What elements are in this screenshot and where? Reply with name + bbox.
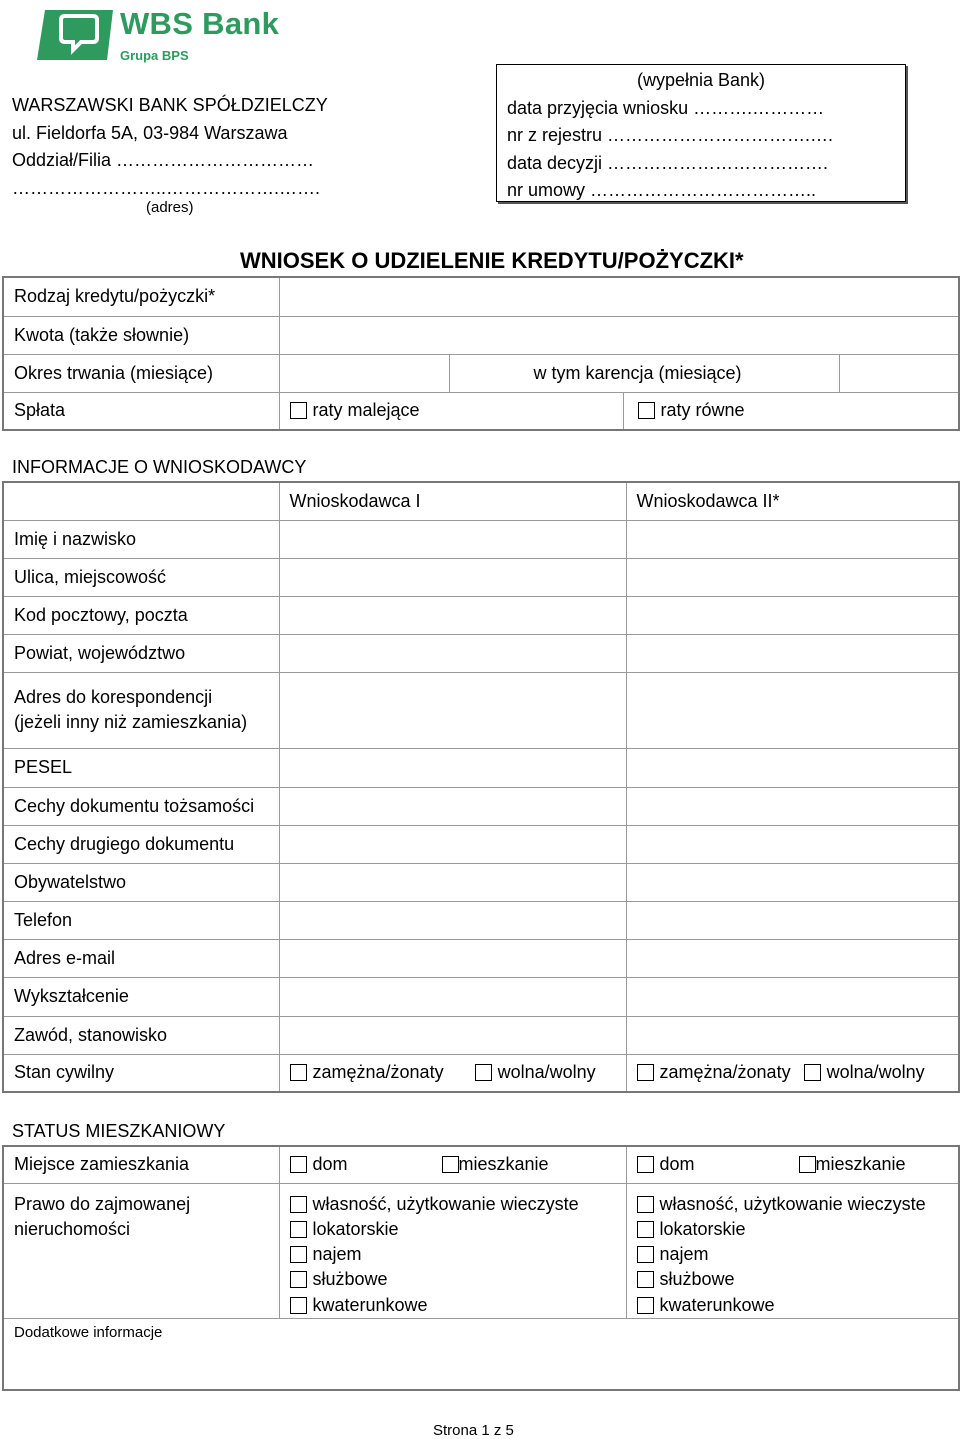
loan-amount-label: Kwota (także słownie) [3, 316, 279, 354]
row-postal-label: Kod pocztowy, poczta [3, 596, 279, 634]
id-doc2-input-2[interactable] [626, 825, 959, 863]
id-doc2-input-1[interactable] [279, 825, 626, 863]
checkbox-icon[interactable] [442, 1156, 459, 1173]
flat-option-1[interactable] [442, 1154, 549, 1174]
flat-option-2[interactable] [799, 1154, 906, 1174]
marital-single-1[interactable] [475, 1062, 596, 1082]
property-right-line1: Prawo do zajmowanej [14, 1193, 191, 1214]
phone-input-1[interactable] [279, 901, 626, 939]
residence-options-2 [626, 1146, 959, 1183]
email-input-2[interactable] [626, 939, 959, 977]
correspondence-line2: (jeżeli inny niż zamieszkania) [14, 712, 248, 732]
checkbox-icon[interactable] [290, 1221, 307, 1238]
phone-input-2[interactable] [626, 901, 959, 939]
bank-name: WARSZAWSKI BANK SPÓŁDZIELCZY [12, 95, 328, 115]
loan-period-label: Okres trwania (miesiące) [3, 354, 279, 392]
county-input-1[interactable] [279, 634, 626, 672]
postal-input-2[interactable] [626, 596, 959, 634]
row-name-label: Imię i nazwisko [3, 520, 279, 558]
row-email-label: Adres e-mail [3, 939, 279, 977]
row-county-label: Powiat, województwo [3, 634, 279, 672]
loan-type-input[interactable] [279, 277, 959, 316]
bank-branch: Oddział/Filia …………………………… [12, 150, 315, 170]
row-id-doc-label: Cechy dokumentu tożsamości [3, 787, 279, 825]
checkbox-icon[interactable] [637, 1297, 654, 1314]
checkbox-icon[interactable] [637, 1246, 654, 1263]
pesel-input-2[interactable] [626, 748, 959, 787]
option-label: najem [312, 1244, 362, 1265]
col-applicant-1: Wnioskodawca I [279, 482, 626, 520]
checkbox-icon[interactable] [799, 1156, 816, 1173]
option-label: służbowe [312, 1269, 388, 1290]
pesel-input-1[interactable] [279, 748, 626, 787]
checkbox-icon[interactable] [637, 1156, 654, 1173]
house-label: dom [312, 1154, 348, 1175]
email-input-1[interactable] [279, 939, 626, 977]
logo-name: WBS Bank [120, 6, 280, 41]
flat-label: mieszkanie [458, 1154, 549, 1175]
row-education-label: Wykształcenie [3, 977, 279, 1016]
single-label: wolna/wolny [497, 1062, 596, 1083]
form-title: WNIOSEK O UDZIELENIE KREDYTU/POŻYCZKI* [240, 248, 744, 273]
row-pesel-label: PESEL [3, 748, 279, 787]
checkbox-icon[interactable] [637, 1064, 654, 1081]
right-option-tenant-2[interactable] [637, 1217, 959, 1242]
option-label: najem [659, 1244, 709, 1265]
marital-options-2 [626, 1054, 959, 1092]
page-footer: Strona 1 z 5 [433, 1422, 514, 1439]
right-option-tenant-1[interactable] [290, 1217, 626, 1242]
citizenship-input-2[interactable] [626, 863, 959, 901]
marital-options-1 [279, 1054, 626, 1092]
bank-box-heading: (wypełnia Bank) [636, 70, 766, 90]
loan-table [2, 276, 960, 431]
bank-branch-dots: ……………………..……………….……. [12, 177, 321, 198]
option-equal-label: raty równe [660, 400, 745, 421]
profession-input-1[interactable] [279, 1016, 626, 1054]
additional-info-label: Dodatkowe informacje [14, 1323, 163, 1341]
residence-label: Miejsce zamieszkania [3, 1146, 279, 1183]
checkbox-icon[interactable] [290, 1196, 307, 1213]
decision-date-field[interactable]: data decyzji ………………………………. [507, 152, 829, 173]
row-marital-label: Stan cywilny [3, 1054, 279, 1092]
row-street-label: Ulica, miejscowość [3, 558, 279, 596]
right-option-service-1[interactable] [290, 1267, 626, 1292]
housing-section-title: STATUS MIESZKANIOWY [12, 1121, 226, 1141]
property-right-label [3, 1183, 279, 1318]
id-doc-input-2[interactable] [626, 787, 959, 825]
house-option-1[interactable] [290, 1154, 442, 1175]
grace-period-input[interactable] [839, 354, 959, 392]
right-option-service-2[interactable] [637, 1267, 959, 1292]
checkbox-icon[interactable] [290, 1064, 307, 1081]
contract-number-field[interactable]: nr umowy ……………………………….. [507, 180, 817, 200]
option-label: własność, użytkowanie wieczyste [312, 1193, 579, 1214]
col-applicant-2: Wnioskodawca II* [626, 482, 959, 520]
loan-period-input[interactable] [279, 354, 449, 392]
checkbox-icon[interactable] [804, 1064, 821, 1081]
row-id-doc2-label: Cechy drugiego dokumentu [3, 825, 279, 863]
county-input-2[interactable] [626, 634, 959, 672]
correspondence-input-2[interactable] [626, 672, 959, 748]
property-right-options-1 [279, 1183, 626, 1318]
right-option-council-1[interactable] [290, 1293, 626, 1318]
right-option-ownership-2[interactable] [637, 1192, 959, 1217]
street-input-2[interactable] [626, 558, 959, 596]
profession-input-2[interactable] [626, 1016, 959, 1054]
checkbox-icon[interactable] [637, 1196, 654, 1213]
single-label: wolna/wolny [826, 1062, 925, 1083]
name-input-2[interactable] [626, 520, 959, 558]
checkbox-icon[interactable] [290, 1246, 307, 1263]
option-label: lokatorskie [659, 1218, 746, 1239]
header-empty [3, 482, 279, 520]
checkbox-icon[interactable] [290, 1156, 307, 1173]
option-label: służbowe [659, 1269, 735, 1290]
logo-subtitle: Grupa BPS [120, 48, 189, 63]
bank-use-box [496, 64, 906, 202]
row-correspondence-label [3, 672, 279, 748]
residence-options-1 [279, 1146, 626, 1183]
checkbox-icon[interactable] [475, 1064, 492, 1081]
repayment-label: Spłata [3, 392, 279, 430]
checkbox-icon[interactable] [290, 402, 307, 419]
application-date-field[interactable]: data przyjęcia wniosku ……….………… [507, 97, 825, 118]
option-decreasing[interactable] [279, 392, 623, 430]
postal-input-1[interactable] [279, 596, 626, 634]
applicant-table [2, 481, 960, 1093]
correspondence-input-1[interactable] [279, 672, 626, 748]
checkbox-icon[interactable] [638, 402, 655, 419]
loan-type-label: Rodzaj kredytu/pożyczki* [3, 277, 279, 316]
married-label: zamężna/żonaty [659, 1062, 791, 1083]
id-doc-input-1[interactable] [279, 787, 626, 825]
applicant-section-title: INFORMACJE O WNIOSKODAWCY [12, 457, 307, 477]
option-equal[interactable] [623, 392, 959, 430]
option-label: własność, użytkowanie wieczyste [659, 1193, 926, 1214]
house-option-2[interactable] [637, 1154, 799, 1175]
education-input-2[interactable] [626, 977, 959, 1016]
checkbox-icon[interactable] [637, 1221, 654, 1238]
option-label: lokatorskie [312, 1218, 399, 1239]
checkbox-icon[interactable] [290, 1271, 307, 1288]
row-citizenship-label: Obywatelstwo [3, 863, 279, 901]
bank-street: ul. Fieldorfa 5A, 03-984 Warszawa [12, 122, 288, 143]
education-input-1[interactable] [279, 977, 626, 1016]
additional-info-field[interactable] [3, 1318, 959, 1390]
name-input-1[interactable] [279, 520, 626, 558]
housing-table [2, 1145, 960, 1391]
option-label: kwaterunkowe [312, 1294, 428, 1315]
marital-single-2[interactable] [804, 1062, 925, 1082]
grace-period-label: w tym karencja (miesiące) [449, 354, 839, 392]
checkbox-icon[interactable] [290, 1297, 307, 1314]
marital-married-1[interactable] [290, 1062, 444, 1082]
right-option-ownership-1[interactable] [290, 1192, 626, 1217]
citizenship-input-1[interactable] [279, 863, 626, 901]
loan-amount-input[interactable] [279, 316, 959, 354]
married-label: zamężna/żonaty [312, 1062, 444, 1083]
register-number-field[interactable]: nr z rejestru …………………………….…. [507, 125, 834, 145]
right-option-council-2[interactable] [637, 1293, 959, 1318]
house-label: dom [659, 1154, 695, 1175]
right-option-rent-1[interactable] [290, 1242, 626, 1267]
bank-address-block [12, 92, 328, 202]
marital-married-2[interactable] [637, 1062, 791, 1082]
adres-note: (adres) [146, 199, 194, 216]
property-right-options-2 [626, 1183, 959, 1318]
option-label: kwaterunkowe [659, 1294, 775, 1315]
row-phone-label: Telefon [3, 901, 279, 939]
option-decreasing-label: raty malejące [312, 400, 420, 421]
street-input-1[interactable] [279, 558, 626, 596]
property-right-line2: nieruchomości [14, 1218, 131, 1239]
checkbox-icon[interactable] [637, 1271, 654, 1288]
flat-label: mieszkanie [815, 1154, 906, 1175]
right-option-rent-2[interactable] [637, 1242, 959, 1267]
correspondence-line1: Adres do korespondencji [14, 687, 213, 707]
row-profession-label: Zawód, stanowisko [3, 1016, 279, 1054]
